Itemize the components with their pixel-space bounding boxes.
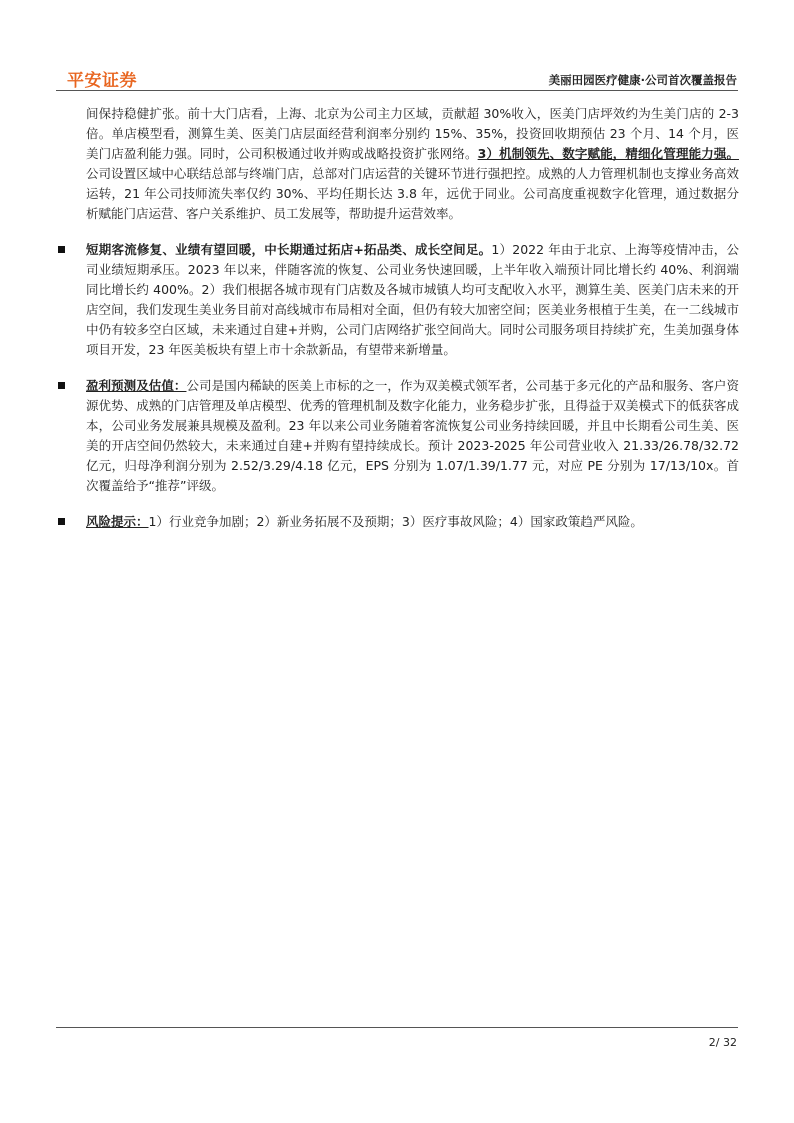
bullet-title: 短期客流修复、业绩有望回暖，中长期通过拓店+拓品类、成长空间足。	[86, 242, 492, 257]
bullet-risk	[86, 512, 739, 532]
bullet-title: 风险提示：	[86, 514, 149, 529]
intro-text: 间保持稳健扩张。前十大门店看，上海、北京为公司主力区域，贡献超 30%收入，医美门店坪效约为生美门店的 2-3 倍。单店模型看，测算生美、医美门店层面经营利润率分别约 15%、35%，投资回收期预估 23 个月、14 个月，医美门店盈利能力强。同时，公司积极通过收并购或战略投资扩张网络。	[86, 106, 739, 161]
bullet-outlook	[86, 240, 739, 360]
bullet-title: 盈利预测及估值：	[86, 378, 187, 393]
square-bullet-icon	[58, 518, 65, 525]
report-title: 美丽田园医疗健康·公司首次覆盖报告	[548, 73, 737, 87]
report-body	[86, 104, 739, 532]
square-bullet-icon	[58, 382, 65, 389]
bullet-valuation	[86, 376, 739, 496]
bullet-text: 1）行业竞争加剧；2）新业务拓展不及预期；3）医疗事故风险；4）国家政策趋严风险。	[148, 514, 643, 529]
header-divider	[56, 90, 738, 91]
page-number: 2/ 32	[708, 1036, 737, 1049]
bullet-text: 公司是国内稀缺的医美上市标的之一，作为双美模式领军者，公司基于多元化的产品和服务、客户资源优势、成熟的门店管理及单店模型、优秀的管理机制及数字化能力，业务稳步扩张，且得益于双美模式下的低获客成本，公司业务发展兼具规模及盈利。23 年以来公司业务随着客流恢复公司业务持续回暖，并且中长期看公司生美、医美的开店空间仍然较大，未来通过自建+并购有望持续成长。预计 2023-2025 年公司营业收入 21.33/26.78/32.72 亿元，归母净利润分别为 2.52/3.29/4.18 亿元，EPS 分别为 1.07/1.39/1.77 元，对应 PE 分别为 17/13/10x。首次覆盖给予“推荐”评级。	[86, 378, 739, 493]
intro-text-rest: 公司设置区域中心联结总部与终端门店，总部对门店运营的关键环节进行强把控。成熟的人力管理机制也支撑业务高效运转，21 年公司技师流失率仅约 30%、平均任期长达 3.8 年，远优于同业。公司高度重视数字化管理，通过数据分析赋能门店运营、客户关系维护、员工发展等，帮助提升运营效率。	[86, 166, 739, 221]
intro-highlight: 3）机制领先、数字赋能，精细化管理能力强。	[477, 146, 739, 161]
bullet-text: 1）2022 年由于北京、上海等疫情冲击，公司业绩短期承压。2023 年以来，伴随客流的恢复、公司业务快速回暖，上半年收入端预计同比增长约 40%、利润端同比增长约 400%。2）我们根据各城市现有门店数及各城市城镇人均可支配收入水平，测算生美、医美门店未来的开店空间，我们发现生美业务目前对高线城市布局相对全面，但仍有较大加密空间；医美业务根植于生美，在一二线城市中仍有较多空白区域，未来通过自建+并购，公司门店网络扩张空间尚大。同时公司服务项目持续扩充，生美加强身体项目开发，23 年医美板块有望上市十余款新品，有望带来新增量。	[86, 242, 739, 357]
pingan-securities-logo: 平安证券	[67, 71, 137, 91]
intro-paragraph	[86, 104, 739, 224]
square-bullet-icon	[58, 246, 65, 253]
footer-divider	[56, 1027, 738, 1028]
